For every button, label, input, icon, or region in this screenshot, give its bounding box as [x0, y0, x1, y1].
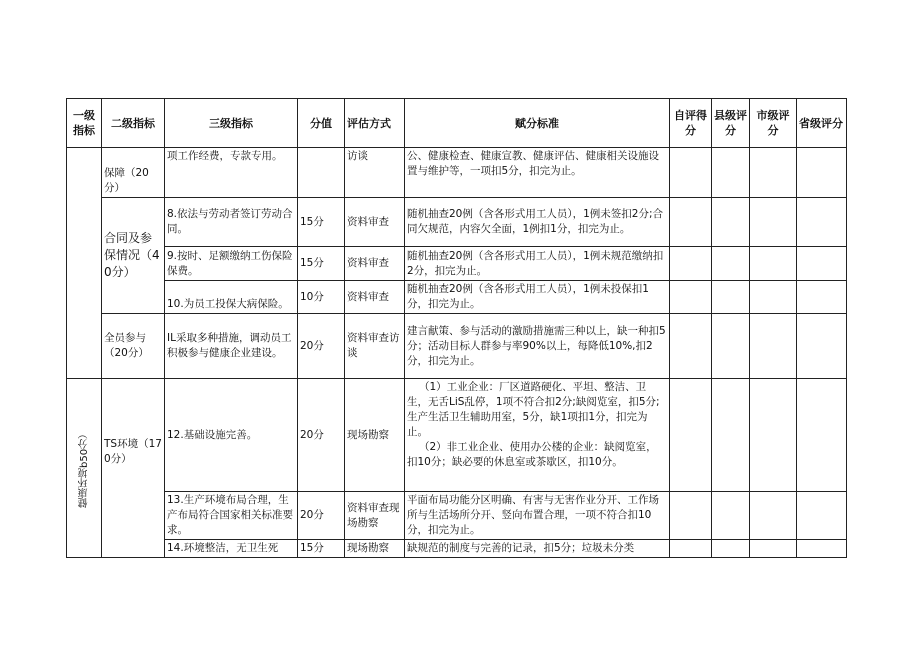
level2-cell: 保障（20分） — [102, 148, 165, 198]
criteria-cell: 缺规范的制度与完善的记录，扣5分；垃圾未分类 — [405, 540, 670, 558]
table-row — [67, 198, 847, 247]
criteria-cell — [405, 379, 670, 492]
table-row — [67, 148, 847, 198]
header-self: 自评得分 — [670, 99, 712, 148]
header-level3: 三级指标 — [165, 99, 298, 148]
criteria-cell: 随机抽查20例（含各形式用工人员），1例未签扣2分;合同欠规范，内容欠全面，1例扣1分，扣完为止。 — [405, 198, 670, 247]
method-cell: 现场勘察 — [345, 379, 405, 492]
header-city: 市级评分 — [750, 99, 797, 148]
score-cell: 15分 — [298, 198, 345, 247]
header-method: 评估方式 — [345, 99, 405, 148]
table-row — [67, 540, 847, 558]
score-cell: 15分 — [298, 540, 345, 558]
method-cell: 资料审查现场勘察 — [345, 492, 405, 540]
level3-cell: 13.生产环境布局合理，生产布局符合国家相关标准要求。 — [165, 492, 298, 540]
level3-cell: 项工作经费，专款专用。 — [165, 148, 298, 198]
header-criteria: 赋分标准 — [405, 99, 670, 148]
score-cell: 20分 — [298, 314, 345, 379]
table-row — [67, 247, 847, 281]
table-row — [67, 281, 847, 314]
method-cell: 现场勘察 — [345, 540, 405, 558]
score-cell: 15分 — [298, 247, 345, 281]
criteria-cell: 随机抽查20例（含各形式用工人员），1例未投保扣1分，扣完为止。 — [405, 281, 670, 314]
level1-cell: 健康环境b50分） — [67, 379, 102, 558]
level2-cell: 全员参与（20分） — [102, 314, 165, 379]
method-cell: 访谈 — [345, 148, 405, 198]
table-row — [67, 314, 847, 379]
score-cell: 10分 — [298, 281, 345, 314]
level2-cell: 合同及参保情况（40分） — [102, 198, 165, 314]
header-level1: 一级指标 — [67, 99, 102, 148]
level3-cell: 14.环境整洁，无卫生死 — [165, 540, 298, 558]
evaluation-table — [66, 98, 847, 558]
level1-cell — [67, 148, 102, 379]
score-cell: 20分 — [298, 492, 345, 540]
level3-cell: IL采取多种措施，调动员工积极参与健康企业建设。 — [165, 314, 298, 379]
criteria-cell: 平面布局功能分区明确、有害与无害作业分开、工作场所与生活场所分开、竖向布置合理，一项不符合扣10分，扣完为止。 — [405, 492, 670, 540]
header-province: 省级评分 — [797, 99, 847, 148]
header-row — [67, 99, 847, 148]
method-cell: 资料审查 — [345, 247, 405, 281]
score-cell — [298, 148, 345, 198]
method-cell: 资料审查 — [345, 281, 405, 314]
level2-text: TS环境（170分） — [104, 438, 162, 465]
level2-cell — [102, 379, 165, 558]
criteria-part-1: （1）工业企业：厂区道路硬化、平坦、整洁、卫生，无舌LiS乱停，1项不符合扣2分;缺阅览室，扣5分;生产生活卫生辅助用室，5分，缺1项扣1分，扣完为止。 — [407, 381, 660, 438]
level3-cell: 8.依法与劳动者签订劳动合同。 — [165, 198, 298, 247]
level3-cell: 10.为员工投保大病保险。 — [165, 281, 298, 314]
header-level2: 二级指标 — [102, 99, 165, 148]
criteria-part-2: （2）非工业企业、使用办公楼的企业：缺阅览室，扣10分；缺必要的休息室或茶歇区，扣10分。 — [407, 441, 657, 468]
method-cell: 资料审查 — [345, 198, 405, 247]
level3-cell: 9.按时、足额缴纳工伤保险保费。 — [165, 247, 298, 281]
table-row — [67, 492, 847, 540]
criteria-cell: 建言献策、参与活动的激励措施需三种以上，缺一种扣5分；活动目标人群参与率90%以上，每降低10%,扣2分，扣完为止。 — [405, 314, 670, 379]
table-row — [67, 379, 847, 492]
header-score: 分值 — [298, 99, 345, 148]
score-cell: 20分 — [298, 379, 345, 492]
level3-cell: 12.基础设施完善。 — [165, 379, 298, 492]
criteria-cell: 公、健康检查、健康宣教、健康评估、健康相关设施设置与维护等，一项扣5分，扣完为止。 — [405, 148, 670, 198]
criteria-cell: 随机抽查20例（含各形式用工人员），1例未规范缴纳扣2分，扣完为止。 — [405, 247, 670, 281]
header-county: 县级评分 — [712, 99, 750, 148]
method-cell: 资料审查访谈 — [345, 314, 405, 379]
